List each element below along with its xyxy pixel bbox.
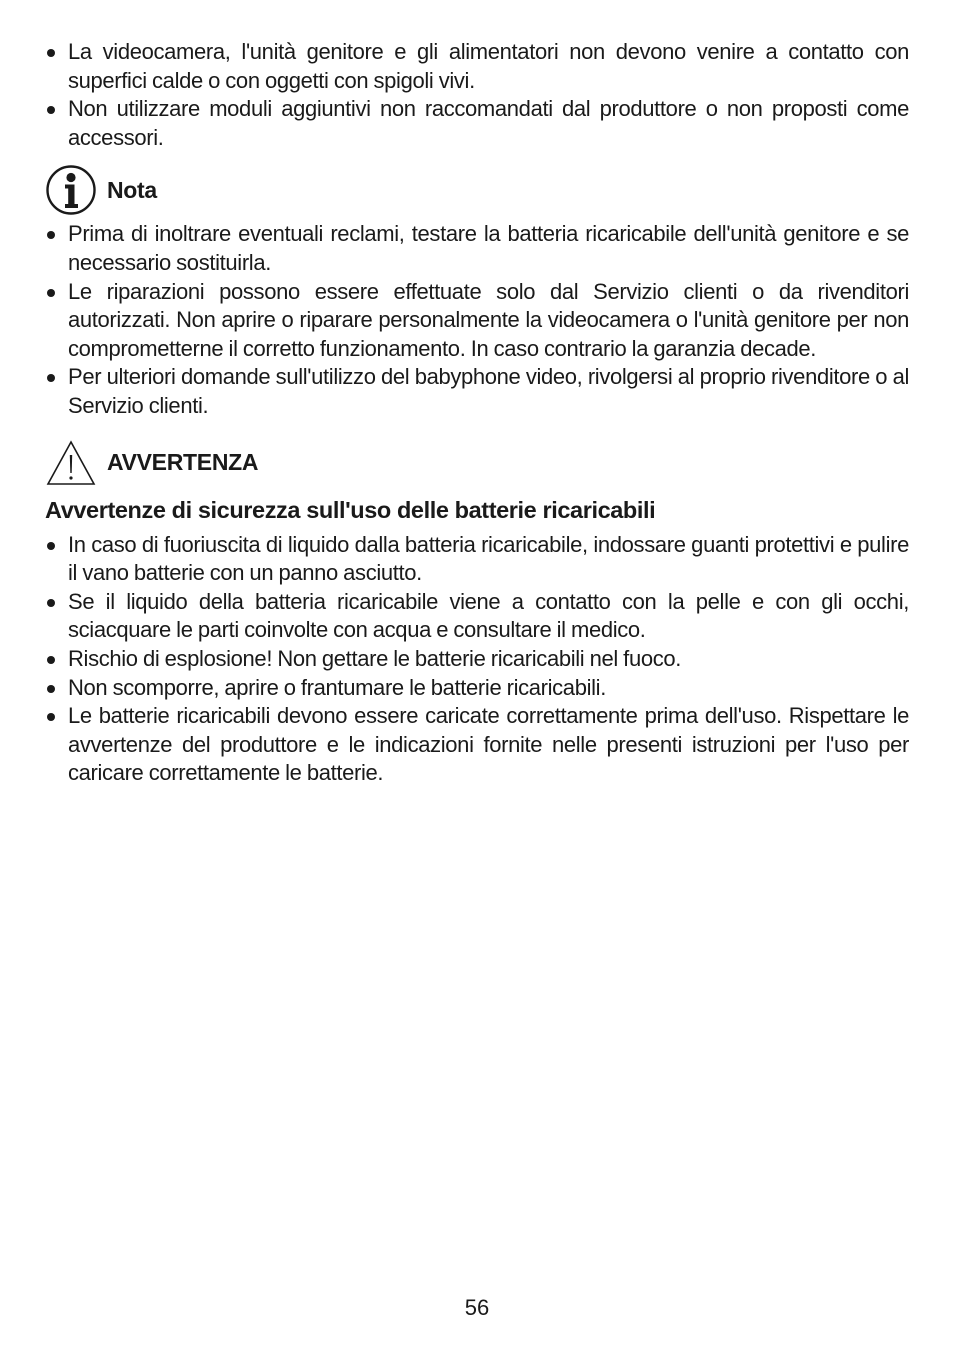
warning-heading (45, 437, 909, 489)
warning-bullet-list (45, 531, 909, 788)
info-icon (45, 164, 97, 216)
note-title: Nota (107, 176, 157, 203)
intro-bullet-list (45, 38, 909, 152)
warning-subtitle: Avvertenze di sicurezza sull'uso delle batterie ricaricabili (45, 496, 656, 523)
page-content (45, 38, 909, 788)
list-item: Rischio di esplosione! Non gettare le batterie ricaricabili nel fuoco. (45, 645, 909, 674)
list-item: Le riparazioni possono essere effettuate solo dal Servizio clienti o da rivenditori autorizzati. Non aprire o riparare personalmente la videocamera o l'unità genitore per non comprometterne il corretto funzionamento. In caso contrario la garanzia decade. (45, 278, 909, 364)
list-item: Non scomporre, aprire o frantumare le batterie ricaricabili. (45, 674, 909, 703)
warning-triangle-icon (45, 439, 97, 487)
warning-title: AVVERTENZA (107, 449, 259, 476)
list-item: Per ulteriori domande sull'utilizzo del babyphone video, rivolgersi al proprio rivenditore o al Servizio clienti. (45, 363, 909, 420)
list-item: In caso di fuoriuscita di liquido dalla batteria ricaricabile, indossare guanti protettivi e pulire il vano batterie con un panno asciutto. (45, 531, 909, 588)
note-heading (45, 162, 909, 218)
list-item: La videocamera, l'unità genitore e gli alimentatori non devono venire a contatto con superfici calde o con oggetti con spigoli vivi. (45, 38, 909, 95)
list-item: Se il liquido della batteria ricaricabile viene a contatto con la pelle e con gli occhi, sciacquare le parti coinvolte con acqua e consultare il medico. (45, 588, 909, 645)
note-bullet-list (45, 220, 909, 420)
list-item: Le batterie ricaricabili devono essere caricate correttamente prima dell'uso. Rispettare le avvertenze del produttore e le indicazioni fornite nelle presenti istruzioni per l'uso per caricare correttamente le batterie. (45, 702, 909, 788)
list-item: Non utilizzare moduli aggiuntivi non raccomandati dal produttore o non proposti come accessori. (45, 95, 909, 152)
list-item: Prima di inoltrare eventuali reclami, testare la batteria ricaricabile dell'unità genitore e se necessario sostituirla. (45, 220, 909, 277)
page-number: 56 (464, 1295, 490, 1320)
